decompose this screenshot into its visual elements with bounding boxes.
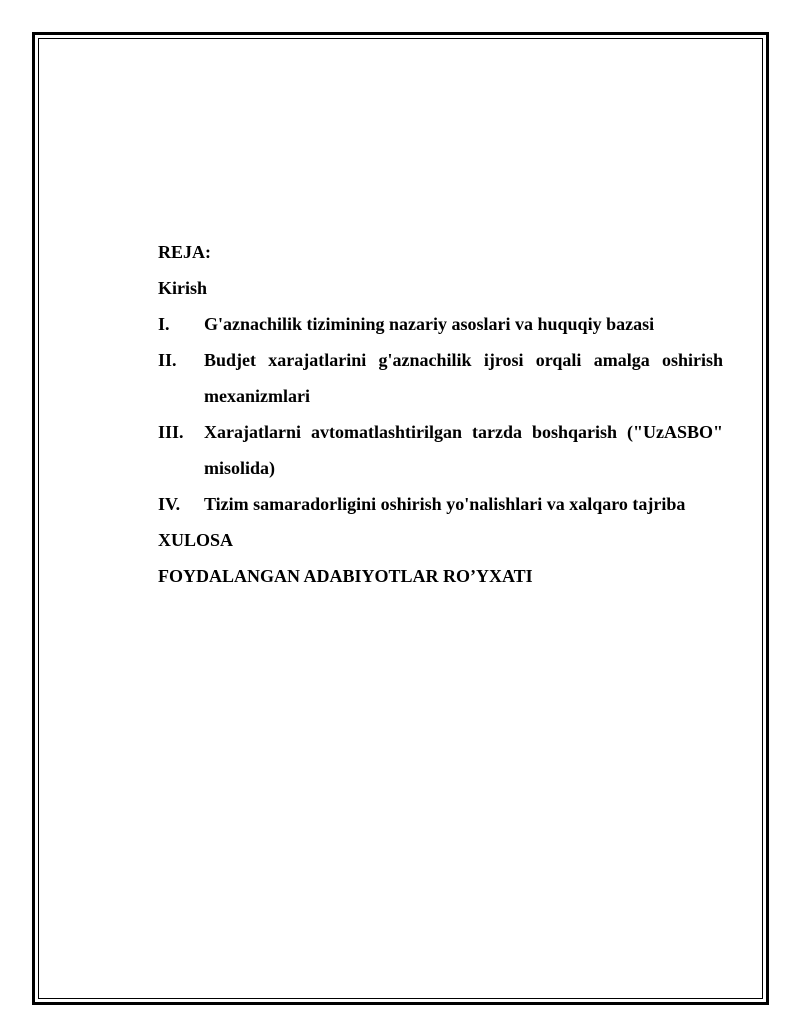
plan-item-text: G'aznachilik tizimining nazariy asoslari va huquqiy bazasi bbox=[204, 314, 655, 334]
plan-item-number: III. bbox=[158, 422, 184, 442]
plan-item-text: Budjet xarajatlarini g'aznachilik ijrosi orqali amalga oshirish mexanizmlari bbox=[204, 350, 723, 406]
plan-item-number: IV. bbox=[158, 494, 181, 514]
plan-item-text: Xarajatlarni avtomatlashtirilgan tarzda boshqarish ("UzASBO" misolida) bbox=[204, 422, 723, 478]
plan-content bbox=[158, 234, 723, 594]
intro-entry: Kirish bbox=[158, 278, 208, 298]
conclusion-entry: XULOSA bbox=[158, 530, 234, 550]
plan-item-4 bbox=[158, 486, 723, 522]
plan-item-1 bbox=[158, 306, 723, 342]
references-entry: FOYDALANGAN ADABIYOTLAR RO’YXATI bbox=[158, 566, 533, 586]
plan-heading: REJA: bbox=[158, 242, 211, 262]
plan-item-2 bbox=[158, 342, 723, 414]
plan-item-number: II. bbox=[158, 350, 177, 370]
plan-item-number: I. bbox=[158, 314, 170, 334]
plan-item-text: Tizim samaradorligini oshirish yo'nalishlari va xalqaro tajriba bbox=[204, 494, 686, 514]
plan-item-3 bbox=[158, 414, 723, 486]
